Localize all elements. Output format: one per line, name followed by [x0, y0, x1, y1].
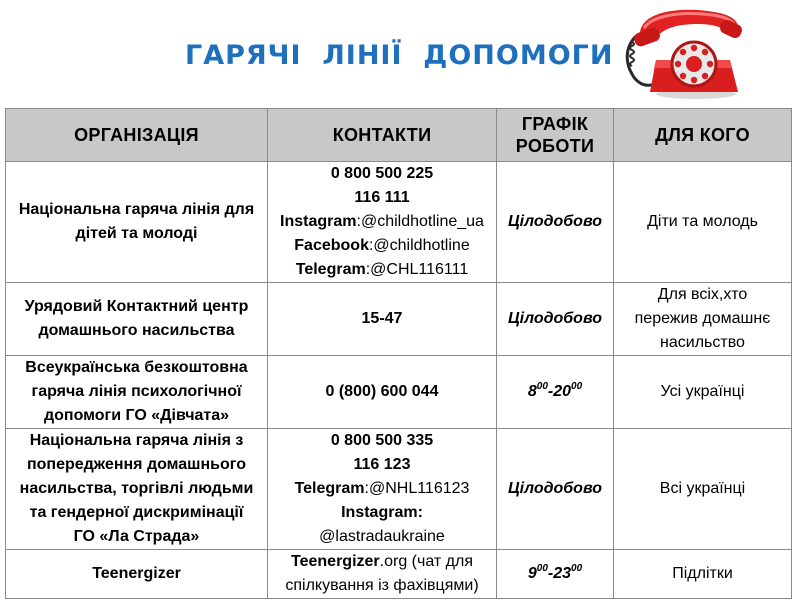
organization-line: попередження домашнього	[26, 456, 247, 473]
schedule-separator: -	[547, 565, 554, 582]
contacts-cell	[268, 550, 497, 599]
contact-label: 116 111	[354, 189, 410, 206]
schedule-from: Цілодобово	[507, 480, 602, 497]
organization-line: та гендерної дискримінації	[29, 504, 244, 521]
for-whom-line: насильство	[660, 334, 745, 351]
schedule-cell	[497, 550, 614, 599]
schedule-cell	[497, 283, 614, 356]
contacts-cell	[268, 283, 497, 356]
contact-label: Telegram	[295, 261, 366, 278]
contact-line	[272, 574, 492, 598]
schedule-cell	[497, 429, 614, 550]
organization-line: ГО «Ла Страда»	[73, 528, 200, 545]
for-whom-cell	[614, 356, 792, 429]
schedule-to: 20	[553, 383, 572, 400]
contact-label: Instagram	[280, 213, 357, 230]
contact-line	[272, 550, 492, 574]
for-whom-cell	[614, 550, 792, 599]
table-row	[6, 429, 792, 550]
schedule-cell	[497, 162, 614, 283]
organization-line: дітей та молоді	[75, 225, 198, 242]
table-body	[6, 162, 792, 599]
contact-line	[272, 186, 492, 210]
header-schedule-line1: ГРАФІК	[521, 114, 589, 134]
organization-line: допомоги ГО «Дівчата»	[43, 407, 230, 424]
schedule-from-minutes: 00	[536, 563, 548, 574]
page-title: ГАРЯЧІ ЛІНІЇ ДОПОМОГИ	[185, 40, 614, 71]
organization-line: насильства, торгівлі людьми	[19, 480, 254, 497]
schedule-from: Цілодобово	[507, 310, 602, 327]
for-whom-line: Для всіх,хто	[657, 286, 748, 303]
contact-label: Instagram:	[341, 504, 423, 521]
header-for-whom: ДЛЯ КОГО	[614, 109, 792, 162]
schedule-from: 9	[527, 565, 537, 582]
table-row	[6, 162, 792, 283]
schedule-from: 8	[527, 383, 537, 400]
contact-label: 116 123	[353, 456, 411, 473]
organization-line: Національна гаряча лінія з	[29, 432, 244, 449]
contact-label: 0 (800) 600 044	[325, 383, 439, 400]
schedule-to-minutes: 00	[571, 563, 583, 574]
contact-label: 0 800 500 225	[330, 165, 434, 182]
organization-line: Всеукраїнська безкоштовна	[25, 359, 248, 376]
contact-value: :@NHL116123	[364, 480, 470, 497]
contact-line	[272, 258, 492, 282]
contact-line	[272, 234, 492, 258]
header-schedule	[497, 109, 614, 162]
schedule-from-minutes: 00	[536, 381, 548, 392]
schedule-cell	[497, 356, 614, 429]
for-whom-line: Діти та молодь	[647, 213, 758, 230]
organization-cell	[6, 429, 268, 550]
contact-line	[272, 525, 492, 549]
contact-value: :@childhotline	[368, 237, 470, 254]
table-row	[6, 283, 792, 356]
contact-line	[272, 501, 492, 525]
organization-cell	[6, 356, 268, 429]
organization-line: домашнього насильства	[38, 322, 235, 339]
contact-line	[272, 162, 492, 186]
contact-label: Telegram	[294, 480, 365, 497]
for-whom-cell	[614, 429, 792, 550]
organization-cell	[6, 283, 268, 356]
contact-value: .org (чат для	[379, 553, 473, 570]
organization-line: гаряча лінія психологічної	[31, 383, 242, 400]
for-whom-cell	[614, 162, 792, 283]
contacts-cell	[268, 429, 497, 550]
for-whom-line: Всі українці	[659, 480, 746, 497]
contact-line	[272, 477, 492, 501]
table-row	[6, 356, 792, 429]
organization-line: Національна гаряча лінія для	[18, 201, 255, 218]
contact-line	[272, 210, 492, 234]
header-organization: ОРГАНІЗАЦІЯ	[6, 109, 268, 162]
contact-label: 0 800 500 335	[330, 432, 434, 449]
organization-line: Teenergizer	[92, 565, 181, 582]
table-row	[6, 550, 792, 599]
contacts-cell	[268, 162, 497, 283]
schedule-from: Цілодобово	[507, 213, 602, 230]
contact-value: :@CHL116111	[365, 261, 469, 278]
contact-label: 15-47	[361, 310, 403, 327]
contact-line	[272, 453, 492, 477]
telephone-icon	[622, 2, 744, 102]
contact-label: Facebook	[294, 237, 369, 254]
schedule-separator: -	[547, 383, 554, 400]
hotlines-table	[5, 108, 792, 599]
for-whom-line: Підлітки	[672, 565, 733, 582]
contact-line	[272, 307, 492, 331]
contact-label: Teenergizer	[291, 553, 380, 570]
organization-line: Урядовий Контактний центр	[24, 298, 249, 315]
organization-cell	[6, 550, 268, 599]
contact-value: :@childhotline_ua	[356, 213, 484, 230]
table-header-row	[6, 109, 792, 162]
header-contacts: КОНТАКТИ	[268, 109, 497, 162]
contact-line	[272, 429, 492, 453]
contact-value: @lastradaukraine	[319, 528, 445, 545]
schedule-to: 23	[553, 565, 572, 582]
for-whom-line: пережив домашнє	[634, 310, 771, 327]
organization-cell	[6, 162, 268, 283]
for-whom-line: Усі українці	[660, 383, 745, 400]
header-schedule-line2: РОБОТИ	[515, 136, 595, 156]
schedule-to-minutes: 00	[571, 381, 583, 392]
contact-value: спілкування із фахівцями)	[285, 577, 479, 594]
contacts-cell	[268, 356, 497, 429]
for-whom-cell	[614, 283, 792, 356]
contact-line	[272, 380, 492, 404]
